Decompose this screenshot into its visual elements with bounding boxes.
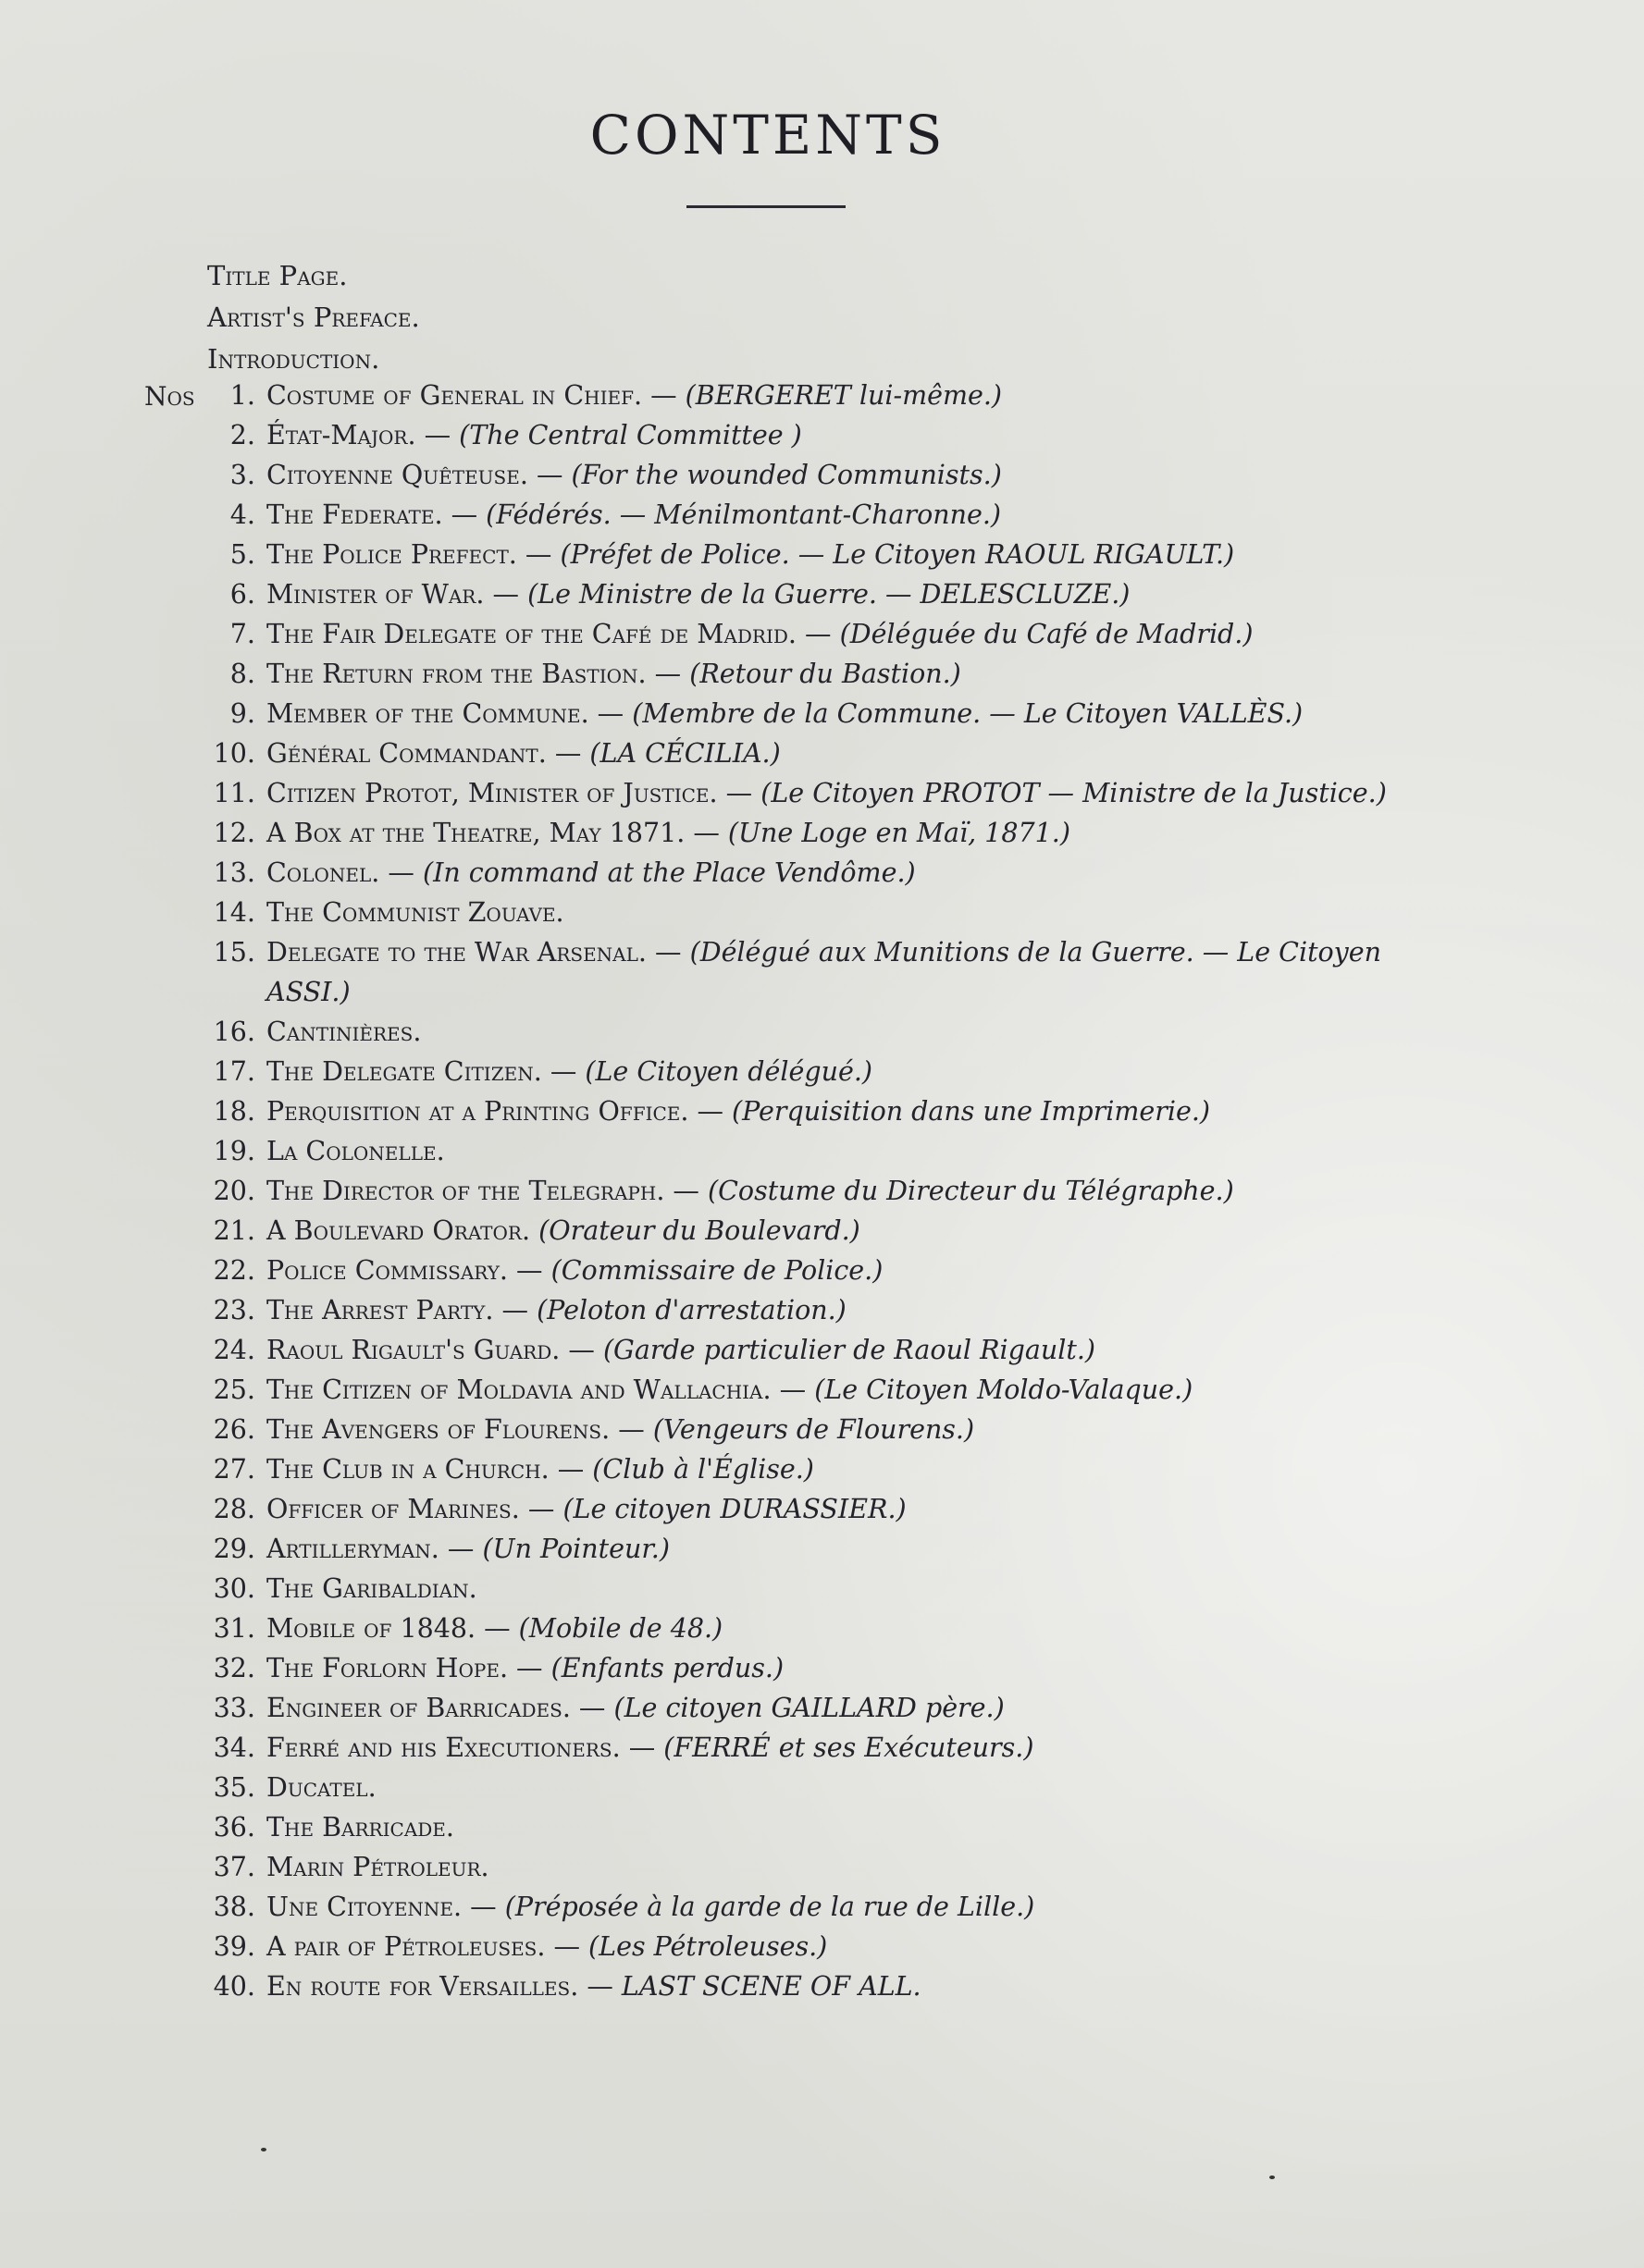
- entry-number: 10.: [213, 738, 255, 769]
- contents-entry: [185, 1728, 1443, 1768]
- entry-text: [263, 654, 1443, 694]
- entry-number: 17.: [213, 1056, 255, 1087]
- entry-english-title: The Return from the Bastion. —: [266, 659, 690, 689]
- contents-list: [185, 376, 1443, 2006]
- contents-entry: [185, 853, 1443, 893]
- entry-number: 9.: [229, 698, 255, 729]
- contents-entry: [185, 733, 1443, 773]
- entry-french-title: (FERRÉ et ses Exécuteurs.): [663, 1732, 1034, 1763]
- entry-french-title: (Mobile de 48.): [518, 1613, 723, 1644]
- entry-english-title: Ferré and his Executioners. —: [266, 1732, 664, 1763]
- entry-english-title: The Federate. —: [266, 499, 487, 530]
- entry-text: [263, 853, 1443, 893]
- entry-french-title: (Costume du Directeur du Télégraphe.): [708, 1176, 1234, 1206]
- entry-text: [263, 1449, 1443, 1489]
- entry-text: [263, 773, 1443, 813]
- contents-entry: [185, 1847, 1443, 1887]
- entry-english-title: The Director of the Telegraph. —: [266, 1176, 708, 1206]
- entry-english-title: Colonel. —: [266, 857, 423, 888]
- entry-number: 16.: [213, 1017, 255, 1047]
- entry-number: 2.: [229, 420, 255, 450]
- entry-text: [263, 1290, 1443, 1330]
- entry-english-title: Général Commandant. —: [266, 738, 590, 769]
- contents-entry: [185, 1648, 1443, 1688]
- entry-french-title: (Le Citoyen délégué.): [585, 1056, 873, 1087]
- entry-number: 20.: [213, 1176, 255, 1206]
- contents-entry: [185, 694, 1443, 733]
- entry-text: [263, 1966, 1443, 2006]
- contents-entry: [185, 893, 1443, 932]
- entry-french-title: (Délégué aux Munitions de la Guerre. — Le Citoyen ASSI.): [266, 937, 1382, 1007]
- entry-text: [263, 1529, 1443, 1569]
- entry-text: [263, 1370, 1443, 1410]
- entry-number: 30.: [213, 1573, 255, 1604]
- entry-text: [263, 1887, 1443, 1927]
- contents-entry: [185, 1091, 1443, 1131]
- entry-english-title: Mobile of 1848. —: [266, 1613, 519, 1644]
- entry-text: [263, 694, 1443, 733]
- entry-text: [263, 1410, 1443, 1449]
- entry-english-title: The Citizen of Moldavia and Wallachia. —: [266, 1374, 815, 1405]
- contents-entry: [185, 455, 1443, 495]
- entry-french-title: (Un Pointeur.): [482, 1534, 670, 1564]
- contents-entry: [185, 1569, 1443, 1609]
- entry-english-title: Officer of Marines. —: [266, 1494, 563, 1524]
- entry-text: [263, 415, 1443, 455]
- entry-number: 36.: [213, 1812, 255, 1843]
- entry-french-title: (Le citoyen DURASSIER.): [562, 1494, 907, 1524]
- entry-english-title: La Colonelle.: [266, 1136, 445, 1166]
- contents-entry: [185, 614, 1443, 654]
- entry-english-title: Citoyenne Quêteuse. —: [266, 460, 572, 490]
- entry-english-title: The Barricade.: [266, 1812, 454, 1843]
- contents-entry: [185, 1131, 1443, 1171]
- contents-entry: [185, 574, 1443, 614]
- contents-entry: [185, 535, 1443, 574]
- entry-number: 33.: [213, 1693, 255, 1723]
- entry-french-title: (Membre de la Commune. — Le Citoyen VALLÈS.): [632, 698, 1304, 729]
- entry-number: 11.: [213, 778, 255, 808]
- entry-english-title: Artilleryman. —: [266, 1534, 483, 1564]
- entry-french-title: (Le Ministre de la Guerre. — DELESCLUZE.): [527, 579, 1131, 610]
- entry-french-title: LAST SCENE OF ALL.: [621, 1971, 921, 2002]
- entry-number: 1.: [229, 380, 255, 411]
- entry-english-title: Minister of War. —: [266, 579, 528, 610]
- entry-english-title: The Arrest Party. —: [266, 1295, 538, 1325]
- entry-text: [263, 893, 1443, 932]
- entry-french-title: (Fédérés. — Ménilmontant-Charonne.): [486, 499, 1002, 530]
- entry-number: 18.: [213, 1096, 255, 1127]
- contents-entry: [185, 654, 1443, 694]
- entry-text: [263, 1648, 1443, 1688]
- contents-entry: [185, 1370, 1443, 1410]
- entry-text: [263, 1489, 1443, 1529]
- entry-french-title: (BERGERET lui-même.): [685, 380, 1003, 411]
- entry-english-title: Une Citoyenne. —: [266, 1892, 505, 1922]
- entry-text: [263, 1211, 1443, 1251]
- entry-number: 12.: [213, 818, 255, 848]
- entry-number: 35.: [213, 1772, 255, 1803]
- front-matter-list: [207, 255, 420, 380]
- entry-english-title: Delegate to the War Arsenal. —: [266, 937, 690, 968]
- entry-english-title: The Forlorn Hope. —: [266, 1653, 551, 1683]
- entry-english-title: The Fair Delegate of the Café de Madrid. —: [266, 619, 840, 649]
- entry-number: 14.: [213, 897, 255, 928]
- entry-number: 31.: [213, 1613, 255, 1644]
- entry-number: 29.: [213, 1534, 255, 1564]
- entry-french-title: (Préposée à la garde de la rue de Lille.): [504, 1892, 1035, 1922]
- entry-english-title: Ducatel.: [266, 1772, 377, 1803]
- entry-text: [263, 1251, 1443, 1290]
- entry-french-title: (Vengeurs de Flourens.): [652, 1414, 975, 1445]
- entry-english-title: Cantinières.: [266, 1017, 422, 1047]
- contents-entry: [185, 1768, 1443, 1807]
- entry-english-title: The Police Prefect. —: [266, 539, 561, 570]
- entry-number: 4.: [229, 499, 255, 530]
- entry-french-title: (Les Pétroleuses.): [588, 1931, 828, 1962]
- entry-french-title: (In command at the Place Vendôme.): [422, 857, 916, 888]
- entry-text: [263, 1847, 1443, 1887]
- entry-number: 27.: [213, 1454, 255, 1485]
- entry-french-title: (Retour du Bastion.): [689, 659, 961, 689]
- contents-entry: [185, 1887, 1443, 1927]
- entry-text: [263, 1569, 1443, 1609]
- print-speck: [261, 2148, 266, 2151]
- entry-number: 22.: [213, 1255, 255, 1286]
- entry-french-title: (Le Citoyen Moldo-Valaque.): [814, 1374, 1193, 1405]
- entry-text: [263, 1728, 1443, 1768]
- entry-number: 6.: [229, 579, 255, 610]
- contents-entry: [185, 1251, 1443, 1290]
- entry-number: 26.: [213, 1414, 255, 1445]
- contents-entry: [185, 1807, 1443, 1847]
- contents-entry: [185, 932, 1443, 1012]
- contents-entry: [185, 1330, 1443, 1370]
- contents-entry: [185, 1290, 1443, 1330]
- entry-french-title: (The Central Committee ): [459, 420, 802, 450]
- entry-number: 32.: [213, 1653, 255, 1683]
- entry-text: [263, 1609, 1443, 1648]
- front-matter-item: Artist's Preface.: [207, 302, 420, 333]
- entry-english-title: The Communist Zouave.: [266, 897, 564, 928]
- entry-number: 28.: [213, 1494, 255, 1524]
- page-title: CONTENTS: [589, 104, 946, 166]
- entry-text: [263, 574, 1443, 614]
- entry-english-title: The Delegate Citizen. —: [266, 1056, 586, 1087]
- entry-english-title: État-Major. —: [266, 420, 460, 450]
- entry-text: [263, 1052, 1443, 1091]
- contents-entry: [185, 1449, 1443, 1489]
- entry-number: 21.: [213, 1215, 255, 1246]
- entry-number: 15.: [213, 937, 255, 968]
- front-matter-item: Title Page.: [207, 260, 348, 291]
- entry-english-title: Police Commissary. —: [266, 1255, 551, 1286]
- title-rule: [686, 205, 846, 208]
- entry-french-title: (Perquisition dans une Imprimerie.): [732, 1096, 1210, 1127]
- entry-english-title: A Box at the Theatre, May 1871. —: [266, 818, 728, 848]
- entry-text: [263, 614, 1443, 654]
- numbers-label: Nos: [144, 381, 195, 412]
- entry-english-title: The Avengers of Flourens. —: [266, 1414, 653, 1445]
- entry-english-title: The Garibaldian.: [266, 1573, 477, 1604]
- entry-english-title: Perquisition at a Printing Office. —: [266, 1096, 733, 1127]
- entry-text: [263, 1131, 1443, 1171]
- entry-english-title: En route for Versailles. —: [266, 1971, 622, 2002]
- contents-entry: [185, 1012, 1443, 1052]
- entry-english-title: Costume of General in Chief. —: [266, 380, 686, 411]
- entry-text: [263, 932, 1443, 1012]
- contents-entry: [185, 1927, 1443, 1966]
- entry-number: 24.: [213, 1335, 255, 1365]
- entry-number: 19.: [213, 1136, 255, 1166]
- entry-french-title: (Déléguée du Café de Madrid.): [839, 619, 1254, 649]
- entry-text: [263, 455, 1443, 495]
- entry-text: [263, 1768, 1443, 1807]
- contents-entry: [185, 1609, 1443, 1648]
- contents-entry: [185, 773, 1443, 813]
- entry-text: [263, 1927, 1443, 1966]
- contents-entry: [185, 813, 1443, 853]
- entry-french-title: (Le Citoyen PROTOT — Ministre de la Justice.): [760, 778, 1387, 808]
- contents-entry: [185, 1529, 1443, 1569]
- entry-number: 7.: [229, 619, 255, 649]
- entry-number: 8.: [229, 659, 255, 689]
- entry-text: [263, 535, 1443, 574]
- entry-english-title: Raoul Rigault's Guard. —: [266, 1335, 603, 1365]
- entry-french-title: (Orateur du Boulevard.): [538, 1215, 860, 1246]
- entry-french-title: (Peloton d'arrestation.): [537, 1295, 847, 1325]
- entry-english-title: Member of the Commune. —: [266, 698, 633, 729]
- contents-entry: [185, 1688, 1443, 1728]
- entry-number: 25.: [213, 1374, 255, 1405]
- print-speck: [1269, 2176, 1275, 2179]
- entry-text: [263, 376, 1443, 415]
- contents-entry: [185, 1489, 1443, 1529]
- contents-entry: [185, 1410, 1443, 1449]
- entry-french-title: (Club à l'Église.): [592, 1454, 814, 1485]
- entry-number: 3.: [229, 460, 255, 490]
- entry-number: 34.: [213, 1732, 255, 1763]
- entry-french-title: (Garde particulier de Raoul Rigault.): [602, 1335, 1096, 1365]
- entry-number: 13.: [213, 857, 255, 888]
- entry-french-title: (For the wounded Communists.): [571, 460, 1002, 490]
- entry-english-title: A pair of Pétroleuses. —: [266, 1931, 589, 1962]
- contents-entry: [185, 415, 1443, 455]
- entry-text: [263, 1807, 1443, 1847]
- entry-number: 23.: [213, 1295, 255, 1325]
- entry-french-title: (Une Loge en Maï, 1871.): [727, 818, 1070, 848]
- entry-text: [263, 1012, 1443, 1052]
- front-matter-item: Introduction.: [207, 343, 380, 375]
- entry-text: [263, 1688, 1443, 1728]
- contents-entry: [185, 1052, 1443, 1091]
- entry-french-title: (Préfet de Police. — Le Citoyen RAOUL RIGAULT.): [560, 539, 1235, 570]
- entry-english-title: Marin Pétroleur.: [266, 1852, 489, 1882]
- entry-french-title: (Commissaire de Police.): [550, 1255, 884, 1286]
- entry-number: 39.: [213, 1931, 255, 1962]
- entry-french-title: (Enfants perdus.): [550, 1653, 785, 1683]
- entry-text: [263, 733, 1443, 773]
- entry-number: 37.: [213, 1852, 255, 1882]
- contents-entry: [185, 1171, 1443, 1211]
- entry-text: [263, 1171, 1443, 1211]
- entry-french-title: (LA CÉCILIA.): [589, 738, 781, 769]
- contents-entry: [185, 1211, 1443, 1251]
- entry-number: 5.: [229, 539, 255, 570]
- entry-english-title: The Club in a Church. —: [266, 1454, 593, 1485]
- entry-english-title: Citizen Protot, Minister of Justice. —: [266, 778, 761, 808]
- entry-number: 38.: [213, 1892, 255, 1922]
- contents-entry: [185, 376, 1443, 415]
- entry-french-title: (Le citoyen GAILLARD père.): [613, 1693, 1005, 1723]
- entry-english-title: A Boulevard Orator.: [266, 1215, 539, 1246]
- contents-entry: [185, 495, 1443, 535]
- entry-text: [263, 1091, 1443, 1131]
- entry-text: [263, 1330, 1443, 1370]
- entry-english-title: Engineer of Barricades. —: [266, 1693, 614, 1723]
- entry-text: [263, 495, 1443, 535]
- entry-text: [263, 813, 1443, 853]
- contents-entry: [185, 1966, 1443, 2006]
- entry-number: 40.: [213, 1971, 255, 2002]
